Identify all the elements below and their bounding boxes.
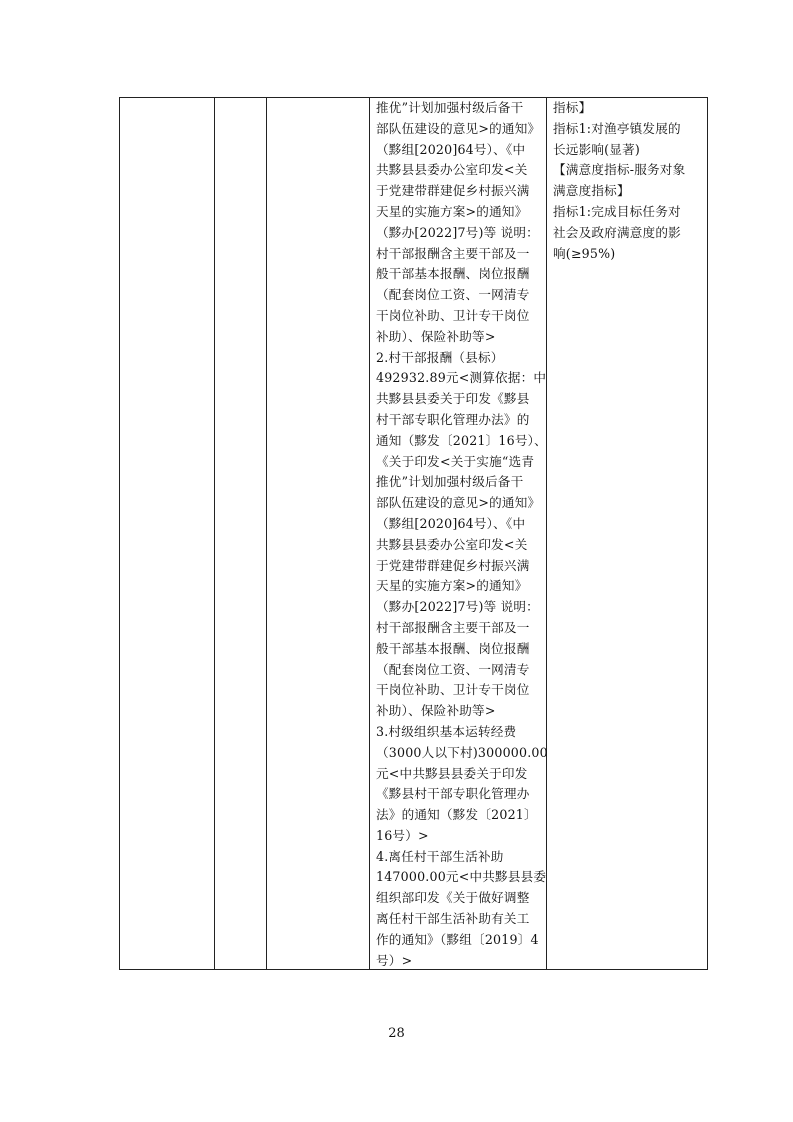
description-line: （3000人以下村)300000.00 — [376, 744, 548, 760]
indicator-line: 社会及政府满意度的影 — [553, 224, 681, 240]
description-line: 补助）、保险补助等> — [376, 703, 496, 719]
page-number: 28 — [388, 1026, 405, 1041]
description-line: 补助）、保险补助等> — [376, 328, 496, 344]
description-line: 村干部报酬含主要干部及一 — [376, 619, 530, 635]
description-line: 组织部印发《关于做好调整 — [376, 890, 530, 906]
description-line: 3.村级组织基本运转经费 — [376, 723, 517, 739]
description-line: 干岗位补助、卫计专干岗位 — [376, 307, 530, 323]
description-line: 16号）> — [376, 827, 429, 843]
description-line: 《黟县村干部专职化管理办 — [376, 786, 530, 802]
indicator-line: 指标1:完成目标任务对 — [553, 203, 681, 219]
description-line: 离任村干部生活补助有关工 — [376, 911, 530, 927]
description-line: 4.离任村干部生活补助 — [376, 848, 504, 864]
indicator-line: 长远影响(显著) — [553, 141, 640, 157]
description-line: 法》的通知（黟发〔2021〕 — [376, 807, 537, 823]
column-divider — [546, 98, 547, 969]
description-line: 共黟县县委关于印发《黟县 — [376, 391, 530, 407]
description-line: 村干部专职化管理办法》的 — [376, 411, 530, 427]
description-line: 天星的实施方案>的通知》 — [376, 203, 528, 219]
indicator-line: 满意度指标】 — [553, 183, 630, 199]
description-line: 于党建带群建促乡村振兴满 — [376, 183, 530, 199]
description-line: 般干部基本报酬、岗位报酬 — [376, 640, 530, 656]
description-line: 492932.89元<测算依据：中 — [376, 370, 547, 386]
description-line: 《关于印发<关于实施“选青 — [376, 453, 535, 469]
description-line: 通知（黟发〔2021〕16号）、 — [376, 432, 547, 448]
description-line: 部队伍建设的意见>的通知》 — [376, 120, 541, 136]
description-line: （黟办[2022]7号)等 说明： — [376, 224, 539, 240]
indicator-line: 指标1:对渔亭镇发展的 — [553, 120, 681, 136]
description-line: （配套岗位工资、一网清专 — [376, 287, 530, 303]
description-line: （配套岗位工资、一网清专 — [376, 661, 530, 677]
description-line: （黟组[2020]64号）、《中 — [376, 515, 526, 531]
budget-description-cell — [376, 98, 548, 971]
column-divider — [369, 98, 370, 969]
document-table — [119, 97, 708, 970]
description-line: 推优”计划加强村级后备干 — [376, 474, 524, 490]
description-line: 般干部基本报酬、岗位报酬 — [376, 266, 530, 282]
indicator-line: 响(≥95%) — [553, 245, 616, 261]
description-line: 部队伍建设的意见>的通知》 — [376, 495, 541, 511]
description-line: 天星的实施方案>的通知》 — [376, 578, 528, 594]
description-line: 147000.00元<中共黟县县委 — [376, 869, 547, 885]
description-line: 于党建带群建促乡村振兴满 — [376, 557, 530, 573]
description-line: 推优”计划加强村级后备干 — [376, 100, 524, 115]
indicator-line: 【满意度指标-服务对象 — [553, 162, 686, 178]
description-line: 村干部报酬含主要干部及一 — [376, 245, 530, 261]
column-divider — [266, 98, 267, 969]
description-line: 元<中共黟县县委关于印发 — [376, 765, 528, 781]
description-line: 干岗位补助、卫计专干岗位 — [376, 682, 530, 698]
description-line: 共黟县县委办公室印发<关 — [376, 162, 528, 178]
description-line: 2.村干部报酬（县标） — [376, 349, 504, 365]
description-line: 号）> — [376, 952, 413, 968]
description-line: 作的通知》（黟组〔2019〕4 — [376, 931, 539, 947]
indicator-line: 指标】 — [553, 100, 592, 115]
description-line: 共黟县县委办公室印发<关 — [376, 536, 528, 552]
performance-indicator-cell — [553, 98, 703, 264]
description-line: （黟组[2020]64号）、《中 — [376, 141, 526, 157]
column-divider — [214, 98, 215, 969]
description-line: （黟办[2022]7号)等 说明： — [376, 599, 539, 615]
